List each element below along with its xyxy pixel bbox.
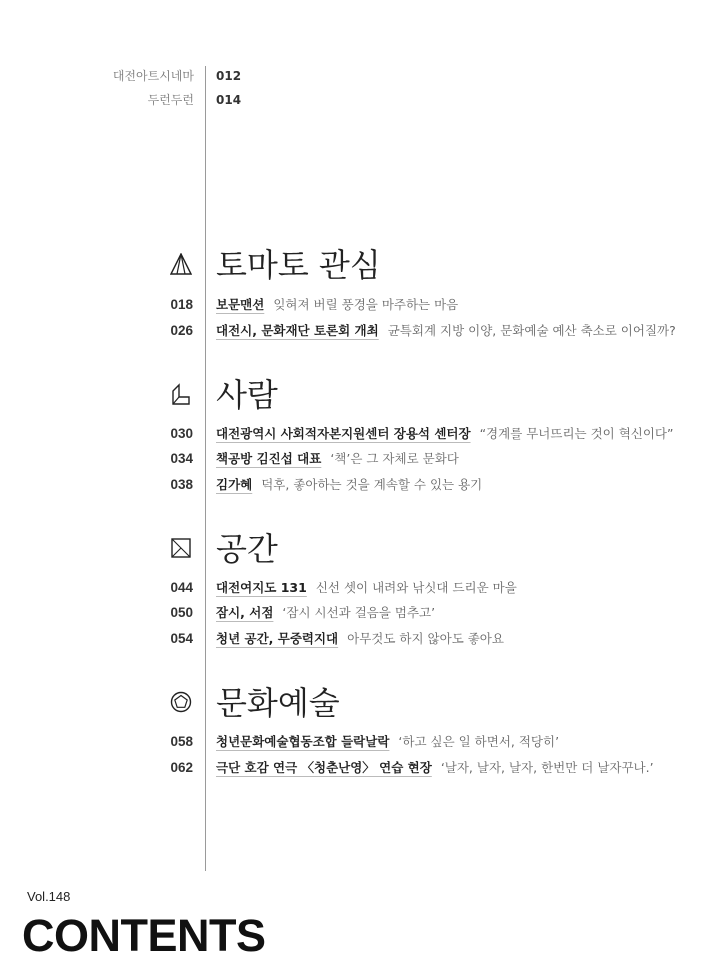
section-header (0, 527, 728, 571)
page-number: 012 (216, 69, 242, 83)
entry-desc: ‘책’은 그 자체로 문화다 (330, 451, 459, 466)
entry-heading: 잠시, 서점 (216, 605, 274, 620)
entry-desc: “경계를 무너뜨리는 것이 혁신이다” (479, 426, 674, 441)
page-number: 062 (170, 760, 193, 775)
section-title: 사람 (216, 376, 278, 414)
toc-entry-top[interactable] (0, 66, 728, 86)
toc-entry-top[interactable] (0, 90, 728, 110)
page-number: 050 (170, 605, 193, 620)
entry-heading: 극단 호감 연극 〈청춘난영〉 연습 현장 (216, 760, 432, 775)
page-number: 038 (170, 477, 193, 492)
entry-desc: 덕후, 좋아하는 것을 계속할 수 있는 용기 (261, 477, 483, 492)
page-number: 044 (170, 580, 193, 595)
entry-desc: 신선 셋이 내려와 낚싯대 드리운 마을 (315, 580, 517, 595)
entry-heading: 대전시, 문화재단 토론회 개최 (216, 323, 379, 338)
page-number: 026 (170, 323, 193, 338)
entry-heading: 대전광역시 사회적자본지원센터 장용석 센터장 (216, 426, 471, 441)
toc-entry[interactable] (0, 422, 728, 446)
square-space-icon (170, 537, 192, 559)
toc-entry[interactable] (0, 627, 728, 651)
section-header (0, 373, 728, 417)
entry-desc: 아무것도 하지 않아도 좋아요 (347, 631, 504, 646)
page-number: 018 (170, 297, 193, 312)
contents-title: CONTENTS (22, 910, 266, 961)
entry-desc: 잊혀져 버릴 풍경을 마주하는 마음 (273, 297, 459, 312)
entry-heading: 대전여지도 131 (216, 580, 307, 595)
page-number: 030 (170, 426, 193, 441)
section-title: 문화예술 (216, 684, 340, 722)
toc-entry[interactable] (0, 319, 728, 343)
pentagon-circle-icon (170, 691, 192, 713)
entry-heading: 청년 공간, 무중력지대 (216, 631, 339, 646)
toc-entry[interactable] (0, 576, 728, 600)
volume-label: Vol.148 (27, 889, 71, 904)
section-title: 공간 (216, 530, 278, 568)
page-number: 054 (170, 631, 193, 646)
entry-desc: 균특회계 지방 이양, 문화예술 예산 축소로 이어질까? (387, 323, 676, 338)
entry-desc: ‘하고 싶은 일 하면서, 적당히’ (398, 734, 560, 749)
tent-icon (170, 253, 192, 275)
toc-entry[interactable] (0, 756, 728, 780)
toc-entry[interactable] (0, 473, 728, 497)
entry-heading: 청년문화예술협동조합 들락날락 (216, 734, 390, 749)
page-number: 058 (170, 734, 193, 749)
page-number: 034 (170, 451, 193, 466)
toc-entry[interactable] (0, 730, 728, 754)
person-outline-icon (170, 383, 192, 405)
page-number: 014 (216, 93, 242, 107)
toc-entry[interactable] (0, 447, 728, 471)
section-title: 토마토 관심 (216, 246, 381, 284)
entry-desc: ‘날자, 날자, 날자, 한번만 더 날자꾸나.’ (440, 760, 654, 775)
toc-entry[interactable] (0, 293, 728, 317)
entry-desc: ‘잠시 시선과 걸음을 멈추고’ (282, 605, 436, 620)
section-header (0, 243, 728, 287)
entry-heading: 보문맨션 (216, 297, 265, 312)
entry-label: 대전아트시네마 (112, 69, 194, 83)
entry-heading: 책공방 김진섭 대표 (216, 451, 322, 466)
entry-heading: 김가혜 (216, 477, 253, 492)
entry-label: 두런두런 (147, 93, 194, 107)
section-header (0, 681, 728, 725)
toc-entry[interactable] (0, 601, 728, 625)
